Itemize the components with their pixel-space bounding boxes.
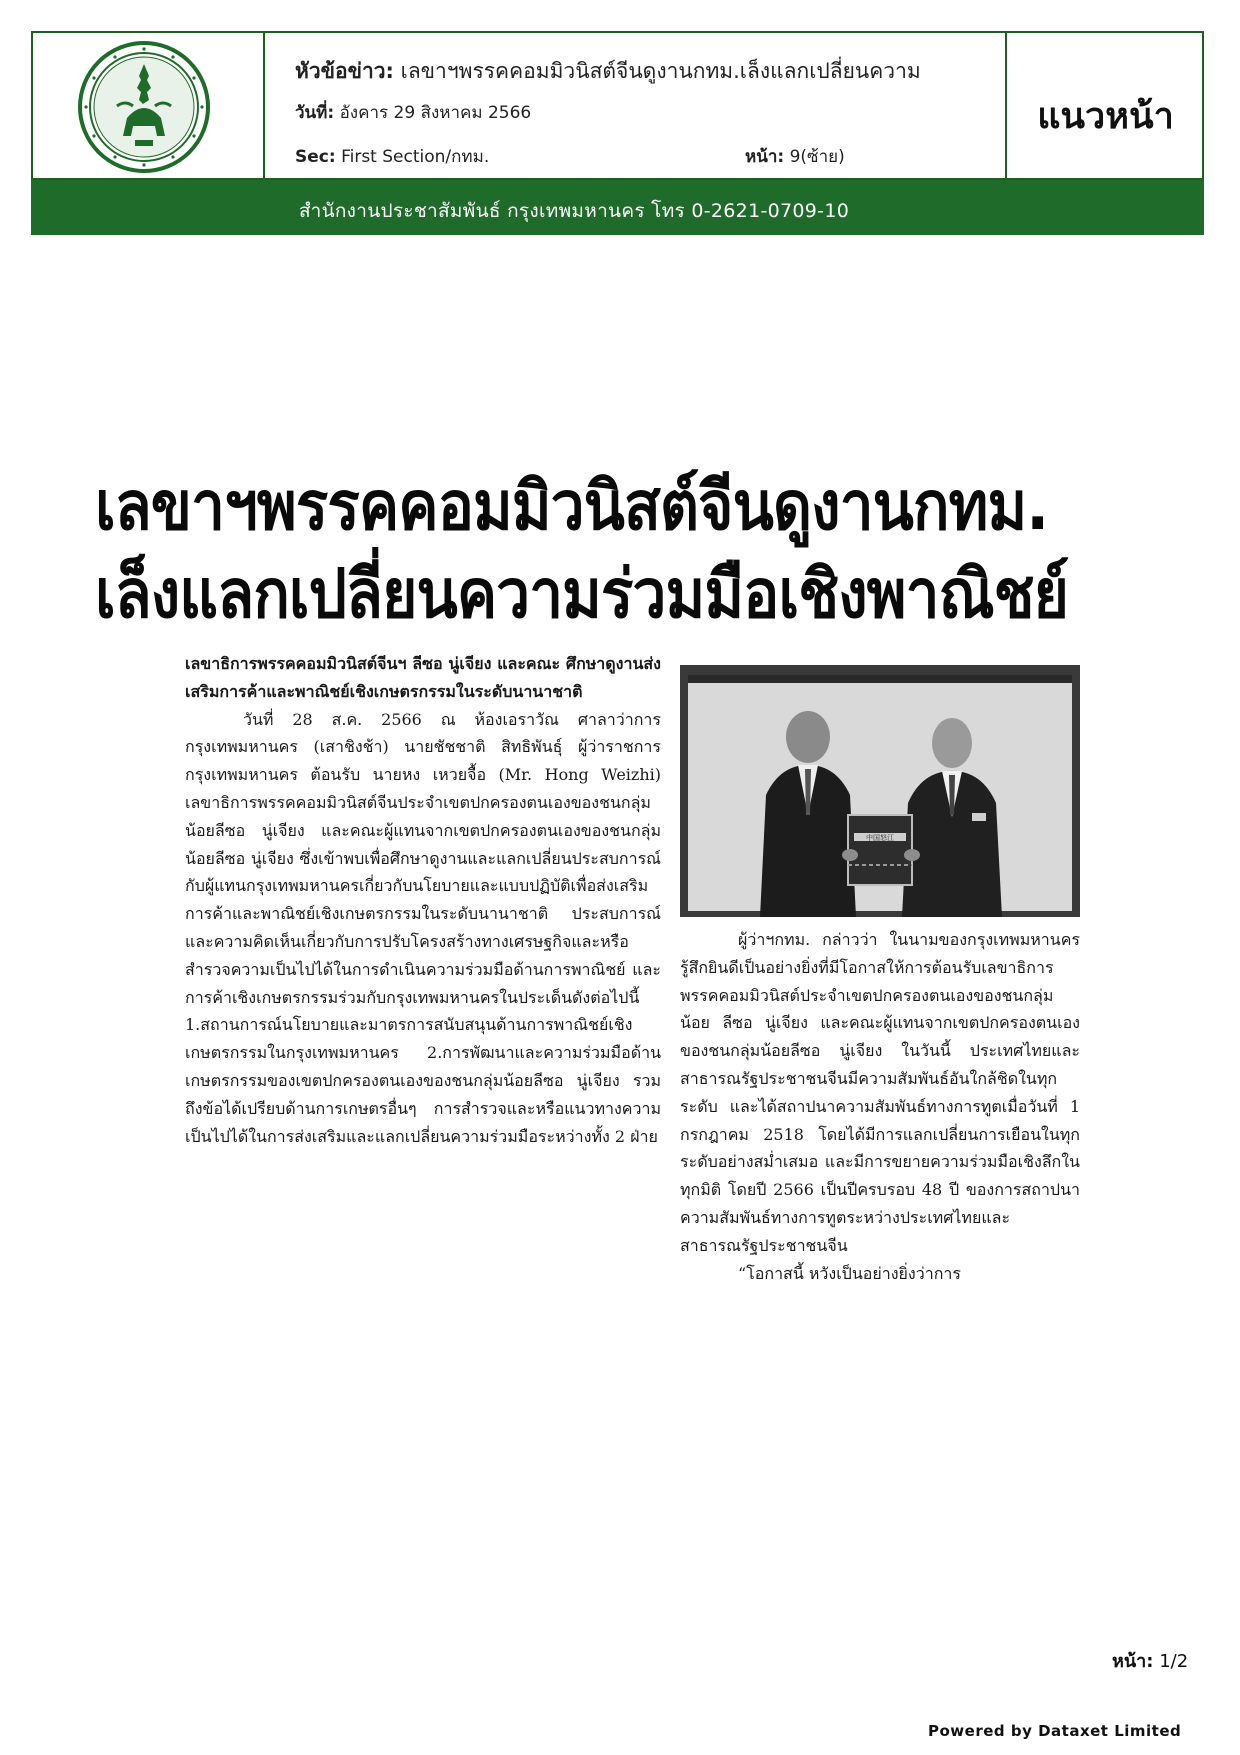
- clipping-meta: [265, 33, 1007, 180]
- page-number-value: 1/2: [1159, 1651, 1189, 1672]
- headline-line-1: เลขาฯพรรคคอมมิวนิสต์จีนดูงานกทม.: [95, 467, 1049, 545]
- clipping-header: [31, 31, 1204, 180]
- article-column-left: [185, 650, 661, 1150]
- section-value: First Section/กทม.: [341, 147, 490, 167]
- pr-office-band: [31, 180, 1204, 235]
- powered-by: Powered by Dataxet Limited: [928, 1722, 1182, 1740]
- publication-name: แนวหน้า: [1037, 96, 1174, 137]
- bangkok-seal-logo: [77, 40, 211, 174]
- article-paragraph-3: “โอกาสนี้ หวังเป็นอย่างยิ่งว่าการ: [738, 1263, 961, 1283]
- headline-line-2: เล็งแลกเปลี่ยนความร่วมมือเชิงพาณิชย์: [95, 555, 1069, 633]
- page-row: [745, 143, 845, 170]
- pr-office-text: สำนักงานประชาสัมพันธ์ กรุงเทพมหานคร โทร 0-2621-0709-10: [299, 200, 850, 222]
- topic-label: หัวข้อข่าว:: [295, 59, 394, 83]
- topic-row: [295, 55, 995, 88]
- section-label: Sec:: [295, 147, 336, 167]
- date-row: [295, 99, 531, 126]
- article-column-right: [680, 926, 1080, 1287]
- page-value: 9(ซ้าย): [789, 147, 845, 167]
- page-label: หน้า:: [745, 147, 785, 167]
- page-number: [1112, 1646, 1188, 1675]
- publication-cell: [1007, 33, 1204, 180]
- article-paragraph-1: วันที่ 28 ส.ค. 2566 ณ ห้องเอราวัณ ศาลาว่าการกรุงเทพมหานคร (เสาชิงช้า) นายชัชชาติ สิทธิพันธุ์ ผู้ว่าราชการกรุงเทพมหานคร ต้อนรับ นายหง เหวยจื้อ (Mr. Hong Weizhi) เลขาธิการพรรคคอมมิวนิสต์จีนประจำเขตปกครองตนเองของชนกลุ่มน้อยลีซอ นู่เจียง และคณะผู้แทนจากเขตปกครองตนเองของชนกลุ่มน้อยลีซอ นู่เจียง ซึ่งเข้าพบเพื่อศึกษาดูงานและแลกเปลี่ยนประสบการณ์กับผู้แทนกรุงเทพมหานครเกี่ยวกับนโยบายและแบบปฏิบัติเพื่อส่งเสริมการค้าและพาณิชย์เชิงเกษตรกรรมในระดับนานาชาติ ประสบการณ์และความคิดเห็นเกี่ยวกับการปรับโครงสร้างทางเศรษฐกิจและหรือสำรวจความเป็นไปได้ในการดำเนินความร่วมมือด้านการพาณิชย์ และการค้าเชิงเกษตรกรรมร่วมกับกรุงเทพมหานครในประเด็นดังต่อไปนี้ 1.สถานการณ์นโยบายและมาตรการสนับสนุนด้านการพาณิชย์เชิงเกษตรกรรมในกรุงเทพมหานคร 2.การพัฒนาและความร่วมมือด้านเกษตรกรรมของเขตปกครองตนเองของชนกลุ่มน้อยลีซอ นู่เจียง รวมถึงข้อได้เปรียบด้านการเกษตรอื่นๆ การสำรวจและหรือแนวทางความเป็นไปได้ในการส่งเสริมและแลกเปลี่ยนความร่วมมือระหว่างทั้ง 2 ฝ่าย: [185, 709, 661, 1146]
- date-label: วันที่:: [295, 103, 335, 123]
- page-number-label: หน้า:: [1112, 1651, 1154, 1672]
- section-row: [295, 143, 489, 170]
- article-photo: [680, 665, 1080, 917]
- article-lead: เลขาธิการพรรคคอมมิวนิสต์จีนฯ ลีซอ นู่เจียง และคณะ ศึกษาดูงานส่งเสริมการค้าและพาณิชย์เชิงเกษตรกรรมในระดับนานาชาติ: [185, 654, 661, 701]
- logo-cell: [33, 33, 265, 180]
- article-paragraph-2: ผู้ว่าฯกทม. กล่าวว่า ในนามของกรุงเทพมหานคร รู้สึกยินดีเป็นอย่างยิ่งที่มีโอกาสให้การต้อนรับเลขาธิการพรรคคอมมิวนิสต์ประจำเขตปกครองตนเองของชนกลุ่มน้อย ลีซอ นู่เจียง และคณะผู้แทนจากเขตปกครองตนเองของชนกลุ่มน้อยลีซอ นู่เจียง ในวันนี้ ประเทศไทยและสาธารณรัฐประชาชนจีนมีความสัมพันธ์อันใกล้ชิดในทุกระดับ และได้สถาปนาความสัมพันธ์ทางการทูตเมื่อวันที่ 1 กรกฎาคม 2518 โดยได้มีการแลกเปลี่ยนการเยือนในทุกระดับอย่างสม่ำเสมอ และมีการขยายความร่วมมือเชิงลึกในทุกมิติ โดยปี 2566 เป็นปีครบรอบ 48 ปี ของการสถาปนาความสัมพันธ์ทางการทูตระหว่างประเทศไทยและสาธารณรัฐประชาชนจีน: [680, 930, 1080, 1255]
- article-headline: [95, 462, 1185, 638]
- date-value: อังคาร 29 สิงหาคม 2566: [339, 103, 532, 123]
- gift-plaque-text: 中国怒江: [866, 834, 894, 842]
- topic-value: เลขาฯพรรคคอมมิวนิสต์จีนดูงานกทม.เล็งแลกเปลี่ยนความ: [400, 59, 921, 83]
